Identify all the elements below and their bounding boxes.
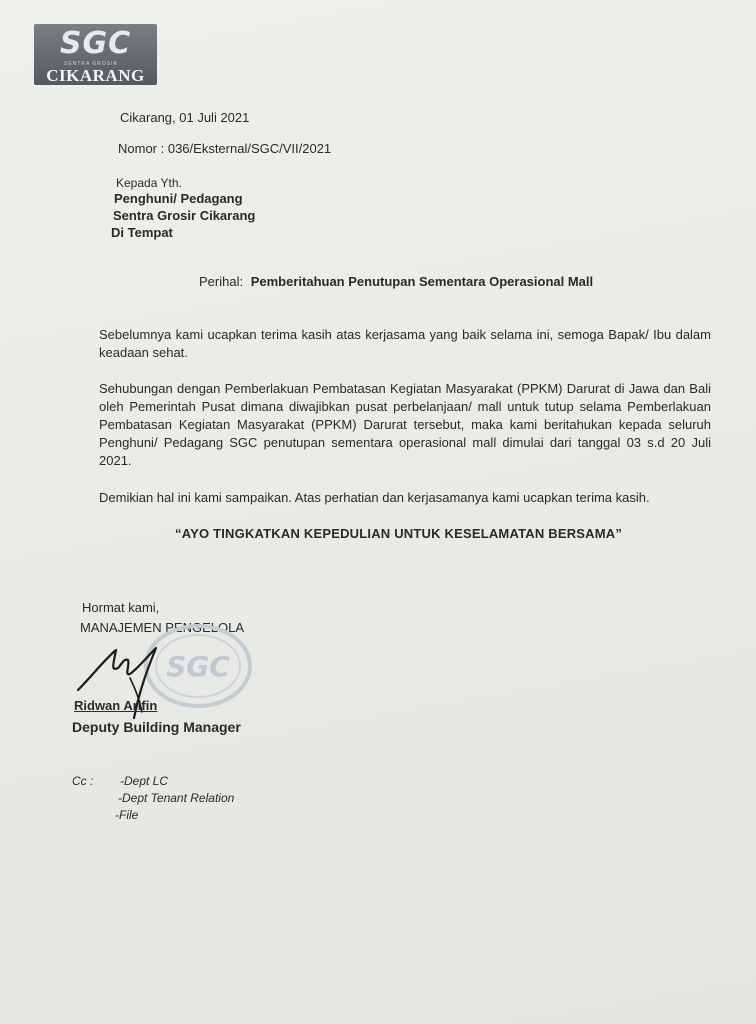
paragraph-closing: Demikian hal ini kami sampaikan. Atas perhatian dan kerjasamanya kami ucapkan terima kasih. (99, 490, 650, 505)
sgc-logo (34, 24, 157, 85)
cc-label: Cc : (72, 774, 94, 788)
place-date: Cikarang, 01 Juli 2021 (120, 110, 250, 125)
cc-item-3: -File (115, 808, 139, 822)
closing-greeting: Hormat kami, (82, 600, 160, 615)
recipient-line-3: Di Tempat (111, 225, 173, 240)
logo-tagline: SENTRA GROSIR (64, 61, 119, 67)
logo-city: CIKARANG (46, 66, 145, 85)
signer-title: Deputy Building Manager (72, 719, 241, 735)
subject-row (199, 274, 593, 290)
to-label: Kepada Yth. (116, 176, 182, 190)
subject-label: Perihal: (199, 274, 244, 289)
letter-number: Nomor : 036/Eksternal/SGC/VII/2021 (118, 141, 332, 156)
paragraph-announcement: Sehubungan dengan Pemberlakuan Pembatasan Kegiatan Masyarakat (PPKM) Darurat di Jawa dan Bali oleh Pemerintah Pusat dimana diwajibkan pusat perbelanjaan/ mall untuk tutup selama Pemberlakuan Pembatasan Kegiatan Masyarakat (PPKM) Darurat tersebut, maka kami beritahukan kepada seluruh Penghuni/ Pedagang SGC penutupan sementara operasional mall dimulai dari tanggal 03 s.d 20 Juli 2021. (99, 381, 711, 468)
management-name: MANAJEMEN PENGELOLA (80, 620, 244, 635)
slogan: “AYO TINGKATKAN KEPEDULIAN UNTUK KESELAMATAN BERSAMA” (175, 526, 623, 541)
recipient-line-2: Sentra Grosir Cikarang (113, 208, 256, 223)
logo-brand: SGC (59, 26, 132, 61)
signer-name: Ridwan Arifin (74, 698, 158, 713)
subject-text: Pemberitahuan Penutupan Sementara Operasional Mall (250, 274, 594, 289)
stamp-text: SGC (166, 650, 230, 683)
cc-item-1: -Dept LC (120, 774, 169, 788)
paragraph-greeting: Sebelumnya kami ucapkan terima kasih atas kerjasama yang baik selama ini, semoga Bapak/ Ibu dalam keadaan sehat. (99, 327, 711, 360)
recipient-line-1: Penghuni/ Pedagang (114, 191, 243, 206)
cc-item-2: -Dept Tenant Relation (118, 791, 235, 805)
